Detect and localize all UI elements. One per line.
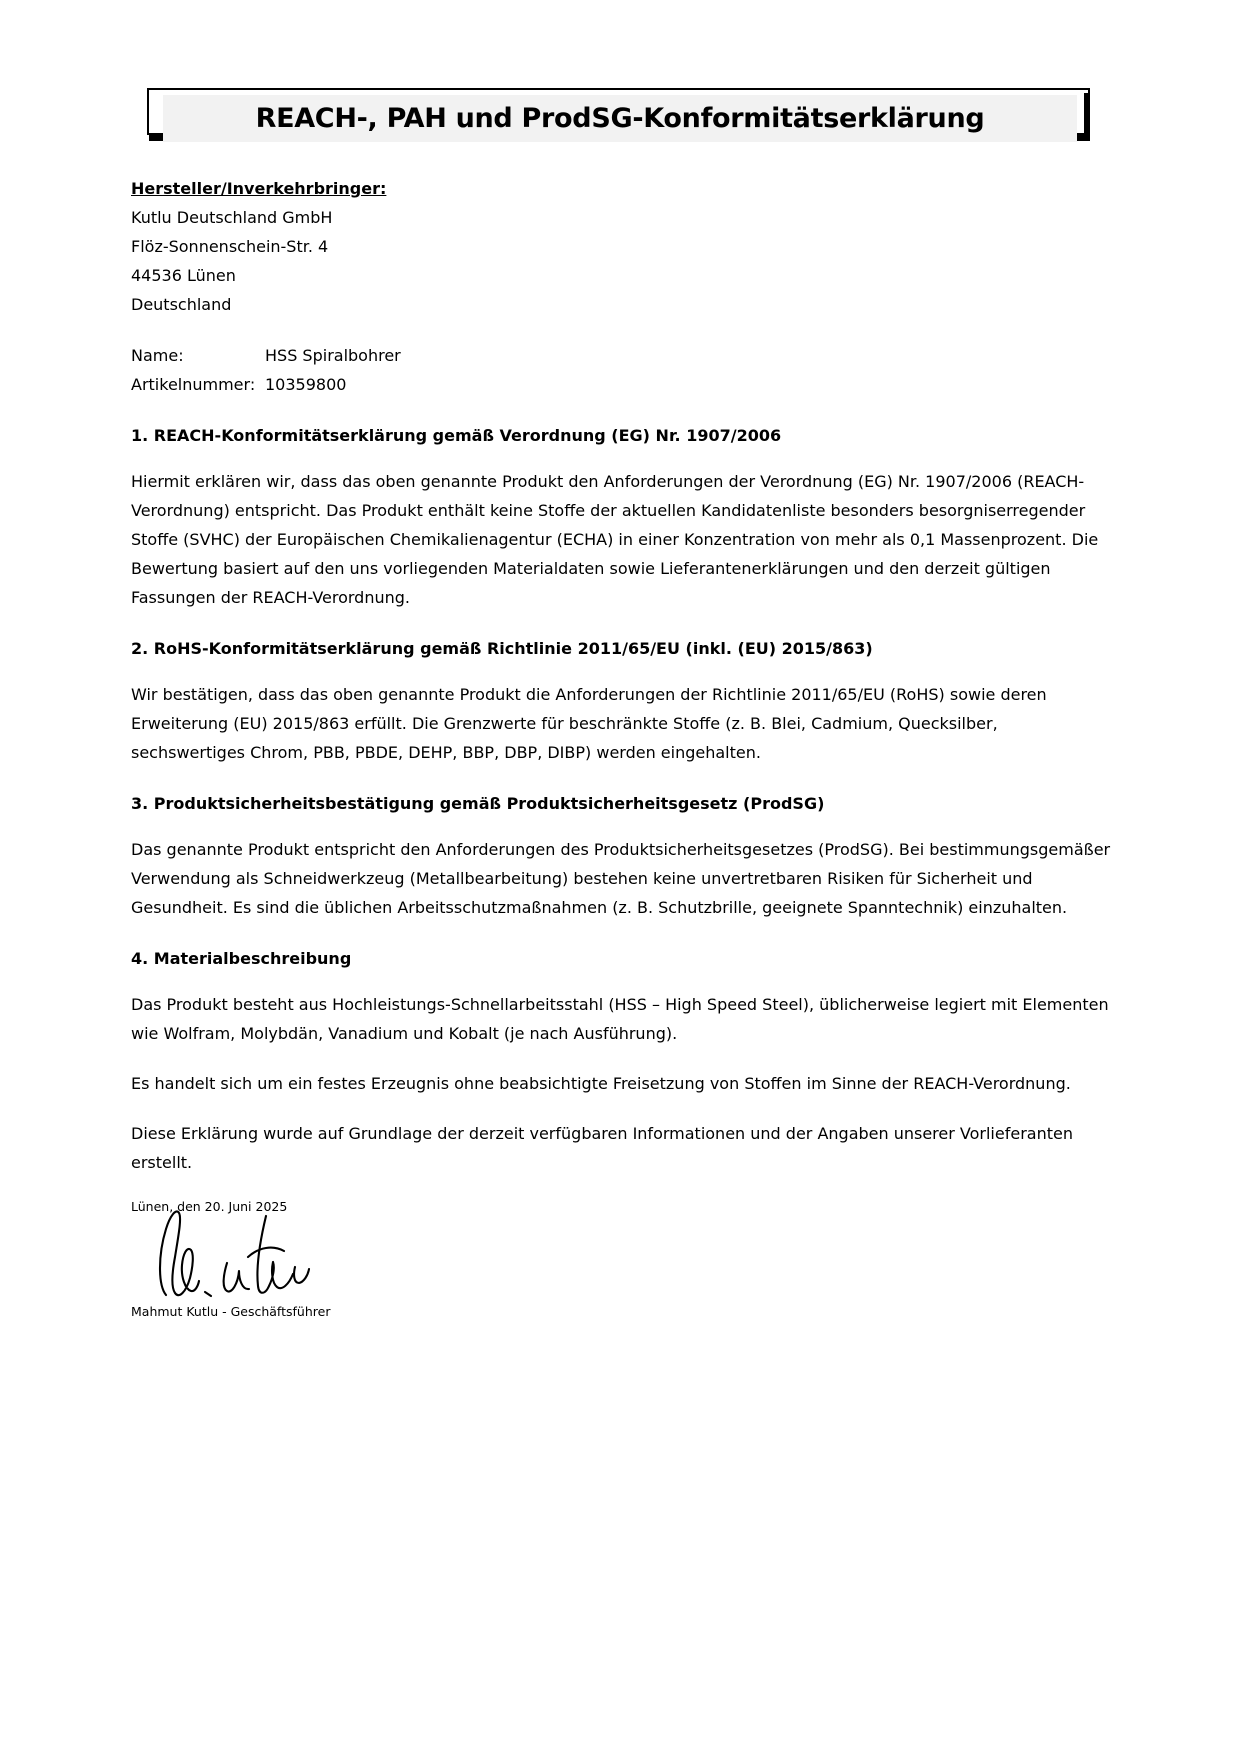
signature-block: [131, 1198, 1113, 1320]
product-name-label: Name:: [131, 346, 184, 365]
title-background: [163, 95, 1077, 142]
section-material-paragraph-1: Das Produkt besteht aus Hochleistungs-Schnellarbeitsstahl (HSS – High Speed Steel), üblicherweise legiert mit Elementen wie Wolfram, Molybdän, Vanadium und Kobalt (je nach Ausführung).: [131, 995, 1109, 1043]
manufacturer-city: 44536 Lünen: [131, 266, 236, 285]
article-number-value: 10359800: [265, 375, 347, 394]
section-material-paragraph-2: Es handelt sich um ein festes Erzeugnis ohne beabsichtigte Freisetzung von Stoffen im Sinne der REACH-Verordnung.: [131, 1074, 1071, 1093]
signature-image: [153, 1205, 323, 1301]
section-prodsg-paragraph: Das genannte Produkt entspricht den Anforderungen des Produktsicherheitsgesetzes (ProdSG). Bei bestimmungsgemäßer Verwendung als Schneidwerkzeug (Metallbearbeitung) bestehen keine unvertretbaren Risiken für Sicherheit und Gesundheit. Es sind die üblichen Arbeitsschutzmaßnahmen (z. B. Schutzbrille, geeignete Spanntechnik) einzuhalten.: [131, 840, 1111, 917]
manufacturer-street: Flöz-Sonnenschein-Str. 4: [131, 237, 329, 256]
section-reach: [131, 425, 1113, 612]
title-box-shadow-right: [1084, 93, 1090, 141]
place-date: Lünen, den 20. Juni 2025: [131, 1199, 288, 1214]
article-number-label: Artikelnummer:: [131, 375, 256, 394]
manufacturer-block: [131, 174, 1113, 319]
section-material-paragraph-3: Diese Erklärung wurde auf Grundlage der derzeit verfügbaren Informationen und der Angaben unserer Vorlieferanten erstellt.: [131, 1124, 1073, 1172]
manufacturer-label: Hersteller/Inverkehrbringer:: [131, 179, 387, 198]
article-number-row: [131, 370, 1113, 399]
section-reach-paragraph: Hiermit erklären wir, dass das oben genannte Produkt den Anforderungen der Verordnung (EG) Nr. 1907/2006 (REACH-Verordnung) entspricht. Das Produkt enthält keine Stoffe der aktuellen Kandidatenliste besonders besorgniserregender Stoffe (SVHC) der Europäischen Chemikalienagentur (ECHA) in einer Konzentration von mehr als 0,1 Massenprozent. Die Bewertung basiert auf den uns vorliegenden Materialdaten sowie Lieferantenerklärungen und den derzeit gültigen Fassungen der REACH-Verordnung.: [131, 472, 1099, 607]
product-name-value: HSS Spiralbohrer: [265, 346, 401, 365]
manufacturer-name: Kutlu Deutschland GmbH: [131, 208, 333, 227]
section-material-heading: 4. Materialbeschreibung: [131, 949, 352, 968]
section-material: [131, 948, 1113, 1177]
manufacturer-country: Deutschland: [131, 295, 232, 314]
document-title: REACH-, PAH und ProdSG-Konformitätserklärung: [255, 103, 985, 134]
section-rohs-heading: 2. RoHS-Konformitätserklärung gemäß Richtlinie 2011/65/EU (inkl. (EU) 2015/863): [131, 639, 873, 658]
signer-name: Mahmut Kutlu - Geschäftsführer: [131, 1304, 331, 1319]
document-content: [131, 0, 1113, 1320]
section-prodsg-heading: 3. Produktsicherheitsbestätigung gemäß Produktsicherheitsgesetz (ProdSG): [131, 794, 825, 813]
section-rohs-paragraph: Wir bestätigen, dass das oben genannte Produkt die Anforderungen der Richtlinie 2011/65/EU (RoHS) sowie deren Erweiterung (EU) 2015/863 erfüllt. Die Grenzwerte für beschränkte Stoffe (z. B. Blei, Cadmium, Quecksilber, sechswertiges Chrom, PBB, PBDE, DEHP, BBP, DBP, DIBP) werden eingehalten.: [131, 685, 1047, 762]
product-block: [131, 341, 1113, 399]
section-prodsg: [131, 793, 1113, 922]
section-reach-heading: 1. REACH-Konformitätserklärung gemäß Verordnung (EG) Nr. 1907/2006: [131, 426, 782, 445]
title-box: [147, 88, 1090, 144]
section-rohs: [131, 638, 1113, 767]
product-name-row: [131, 341, 1113, 370]
